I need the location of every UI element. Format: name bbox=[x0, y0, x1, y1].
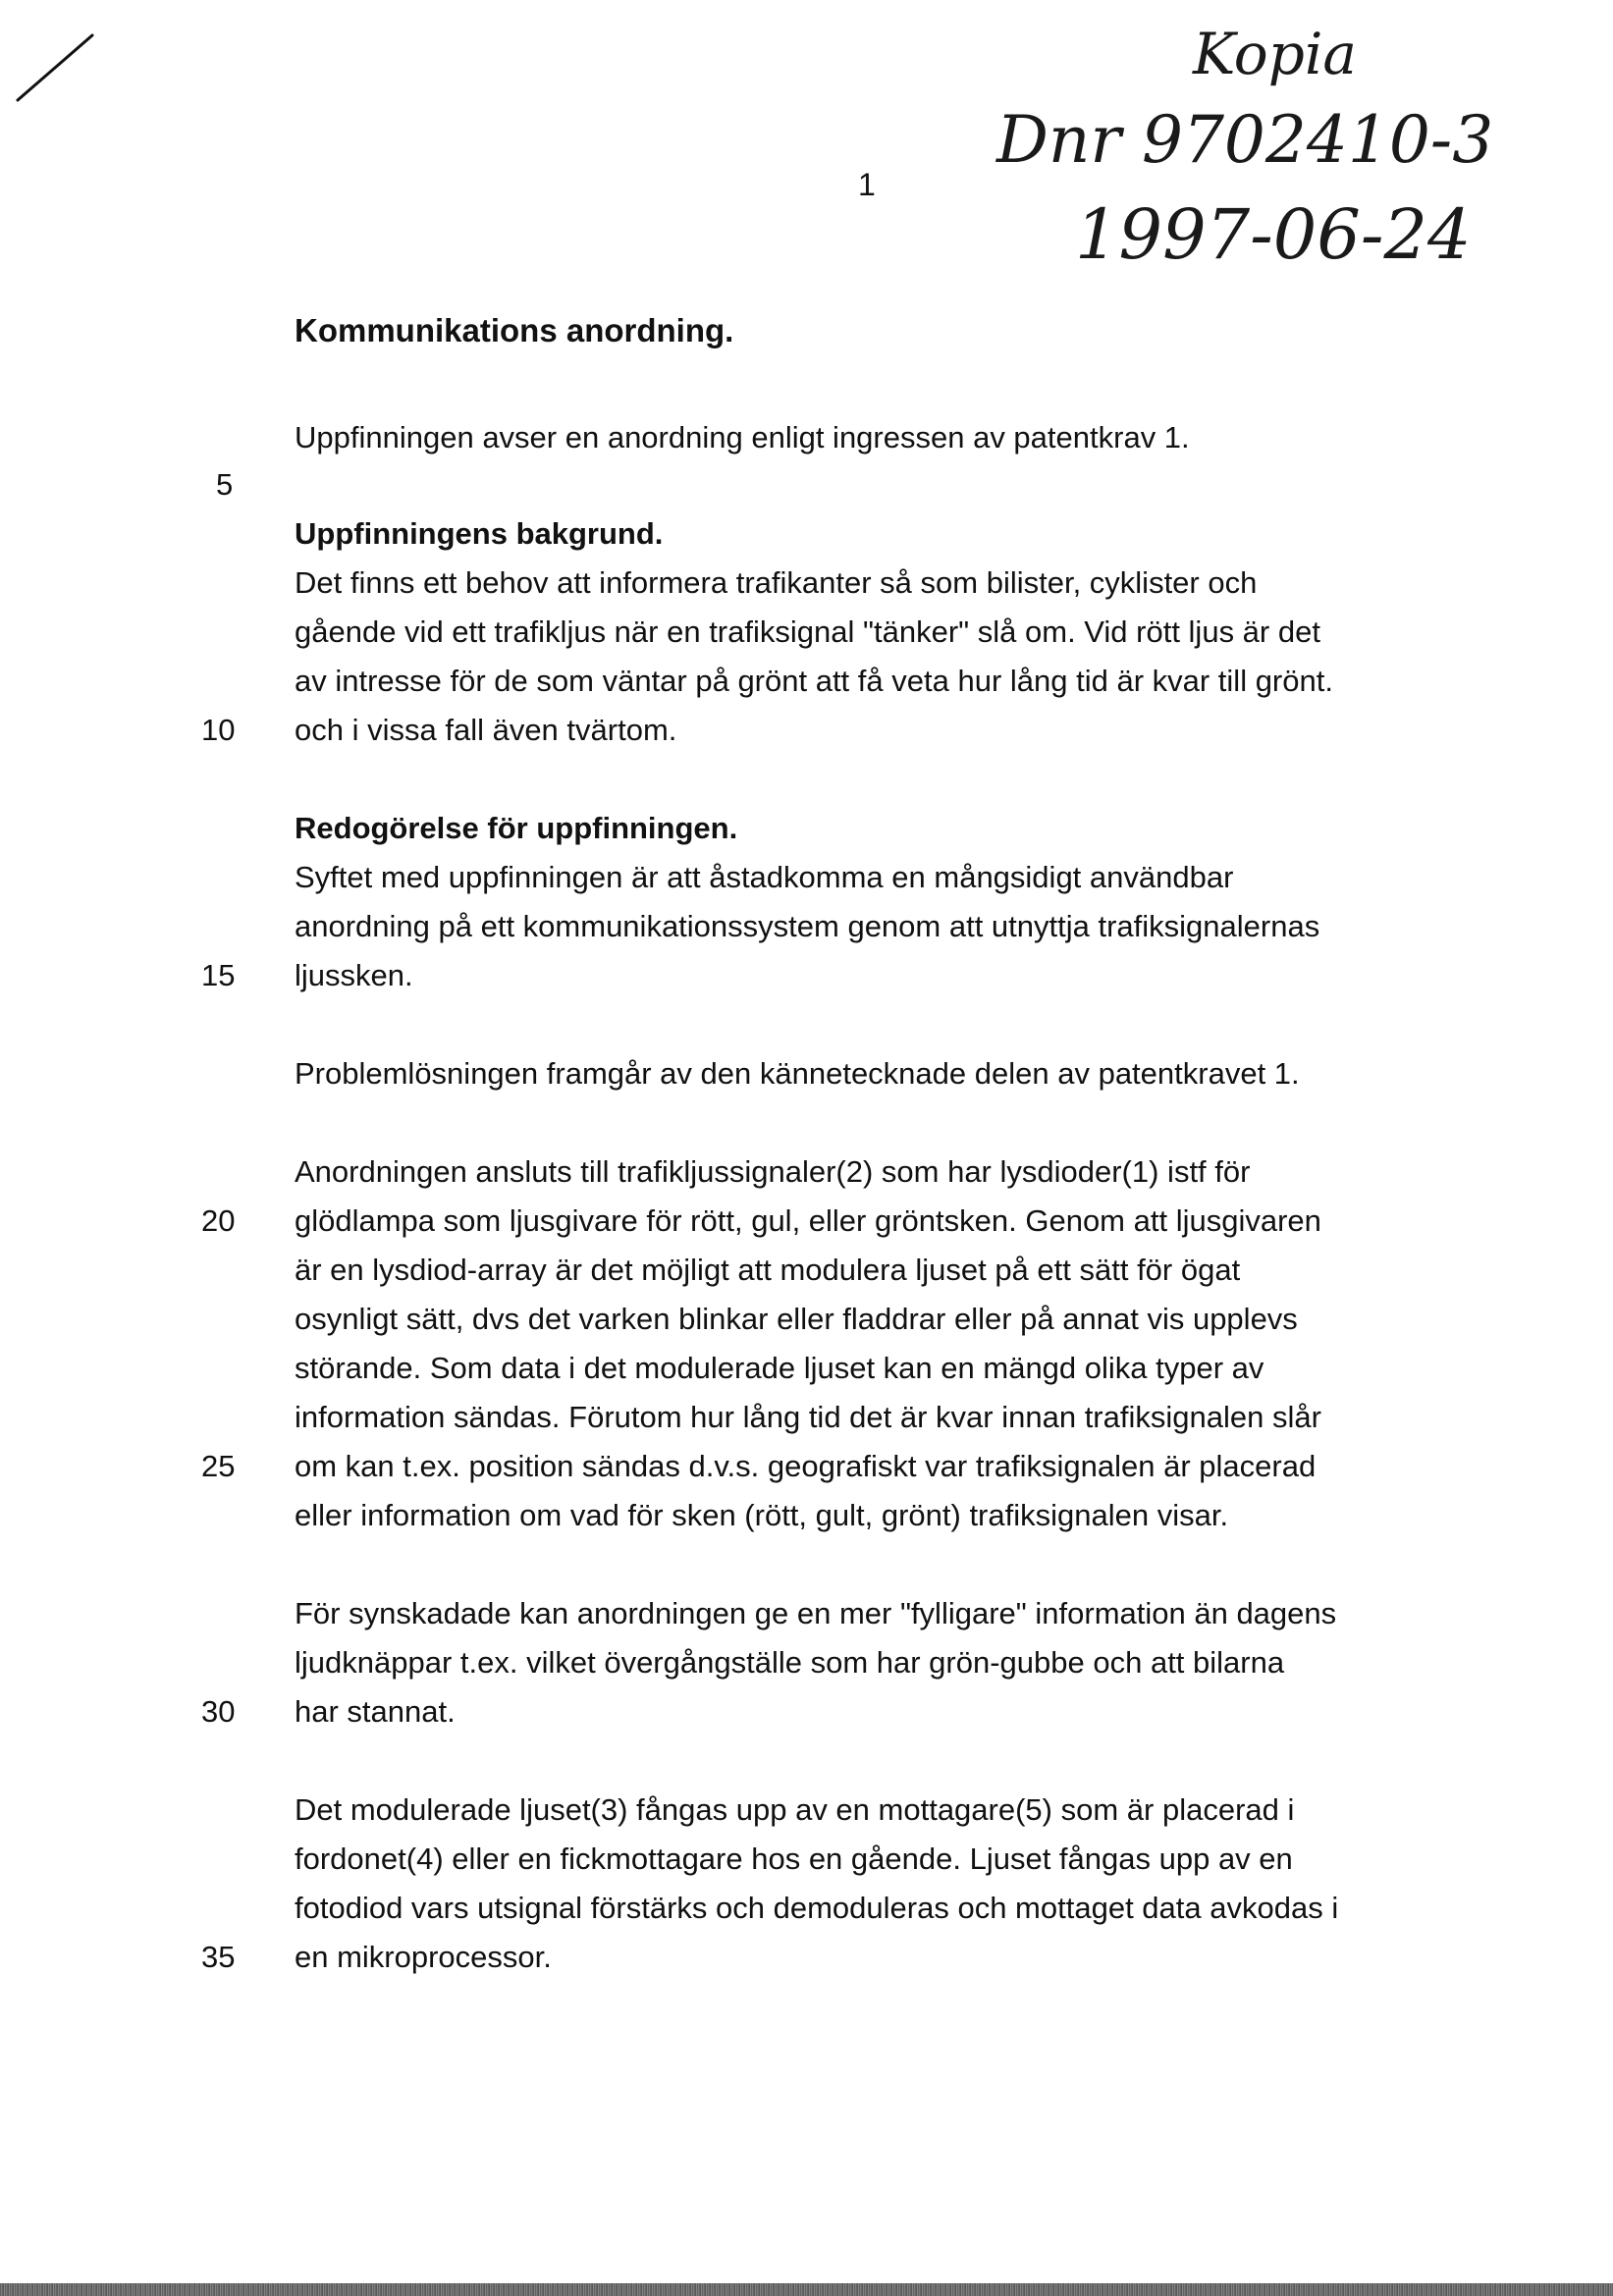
line-number: 35 bbox=[201, 1940, 236, 1974]
text-line: ljussken. bbox=[295, 958, 413, 992]
line-number: 30 bbox=[201, 1694, 236, 1729]
text-line: Syftet med uppfinningen är att åstadkomma en mångsidigt användbar bbox=[295, 860, 1234, 894]
handwritten-annotation bbox=[982, 15, 1532, 280]
line-number: 10 bbox=[201, 713, 236, 747]
line-number: 20 bbox=[201, 1203, 236, 1238]
intro-paragraph: Uppfinningen avser en anordning enligt ingressen av patentkrav 1. bbox=[295, 420, 1190, 454]
text-line: eller information om vad för sken (rött, gult, grönt) trafiksignalen visar. bbox=[295, 1498, 1229, 1532]
text-line: och i vissa fall även tvärtom. bbox=[295, 713, 677, 747]
text-line: om kan t.ex. position sändas d.v.s. geografiskt var trafiksignalen är placerad bbox=[295, 1449, 1317, 1483]
text-line: glödlampa som ljusgivare för rött, gul, eller gröntsken. Genom att ljusgivaren bbox=[295, 1203, 1321, 1238]
text-line: fordonet(4) eller en fickmottagare hos en gående. Ljuset fångas upp av en bbox=[295, 1842, 1293, 1876]
handwritten-dnr: Dnr 9702410-3 bbox=[996, 102, 1494, 178]
text-line: är en lysdiod-array är det möjligt att modulera ljuset på ett sätt för ögat bbox=[295, 1253, 1241, 1287]
text-line: anordning på ett kommunikationssystem genom att utnyttja trafiksignalernas bbox=[295, 909, 1320, 943]
line-number: 15 bbox=[201, 958, 236, 992]
handwritten-kopia: Kopia bbox=[1193, 21, 1357, 87]
page-number: 1 bbox=[858, 167, 876, 202]
text-line: fotodiod vars utsignal förstärks och demoduleras och mottaget data avkodas i bbox=[295, 1891, 1339, 1925]
line-number: 5 bbox=[216, 467, 234, 502]
scan-edge bbox=[0, 2283, 1613, 2296]
document-title: Kommunikations anordning. bbox=[295, 312, 734, 348]
section-heading-background: Uppfinningens bakgrund. bbox=[295, 516, 664, 551]
text-line: Det finns ett behov att informera trafikanter så som bilister, cyklister och bbox=[295, 565, 1258, 600]
handwritten-date: 1997-06-24 bbox=[1075, 194, 1472, 275]
text-line: osynligt sätt, dvs det varken blinkar eller fladdrar eller på annat vis upplevs bbox=[295, 1302, 1298, 1336]
text-line: Anordningen ansluts till trafikljussignaler(2) som har lysdioder(1) istf för bbox=[295, 1154, 1251, 1189]
section-heading-description: Redogörelse för uppfinningen. bbox=[295, 811, 738, 845]
text-line: Det modulerade ljuset(3) fångas upp av en mottagare(5) som är placerad i bbox=[295, 1792, 1295, 1827]
text-line: information sändas. Förutom hur lång tid det är kvar innan trafiksignalen slår bbox=[295, 1400, 1321, 1434]
text-line: För synskadade kan anordningen ge en mer "fylligare" information än dagens bbox=[295, 1596, 1337, 1630]
text-line: ljudknäppar t.ex. vilket övergångställe som har grön-gubbe och att bilarna bbox=[295, 1645, 1285, 1680]
line-number: 25 bbox=[201, 1449, 236, 1483]
text-line: störande. Som data i det modulerade ljuset kan en mängd olika typer av bbox=[295, 1351, 1264, 1385]
text-line: gående vid ett trafikljus när en trafiksignal "tänker" slå om. Vid rött ljus är det bbox=[295, 614, 1320, 649]
slash-mark bbox=[10, 29, 98, 108]
text-line: av intresse för de som väntar på grönt att få veta hur lång tid är kvar till grönt. bbox=[295, 664, 1333, 698]
text-line: har stannat. bbox=[295, 1694, 456, 1729]
text-line: Problemlösningen framgår av den kännetecknade delen av patentkravet 1. bbox=[295, 1056, 1300, 1091]
text-line: en mikroprocessor. bbox=[295, 1940, 552, 1974]
